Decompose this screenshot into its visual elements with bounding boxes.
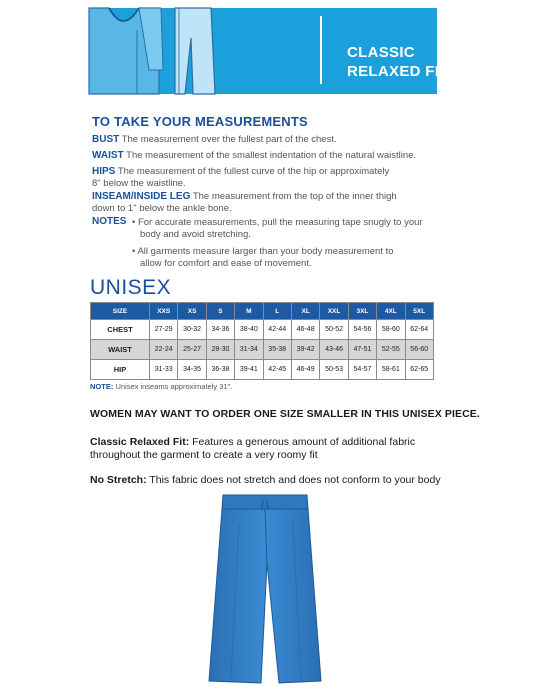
table-cell: 35-38 (263, 340, 291, 360)
size-header-cell: XXL (320, 303, 348, 320)
measurement-term: HIPS (92, 166, 116, 177)
table-cell: 31-33 (150, 360, 178, 380)
table-cell: 50-53 (320, 360, 348, 380)
table-cell: 28-30 (206, 340, 234, 360)
banner-divider (320, 16, 322, 84)
unisex-heading: UNISEX (90, 276, 172, 299)
size-header-cell: 5XL (405, 303, 433, 320)
inseam-note (90, 382, 232, 391)
table-cell: 46-48 (291, 320, 319, 340)
notes-label: NOTES (92, 216, 127, 227)
row-label: HIP (91, 360, 150, 380)
inseam-note-label: NOTE: (90, 382, 114, 391)
measurements-heading: TO TAKE YOUR MEASUREMENTS (92, 114, 308, 129)
table-cell: 42-45 (263, 360, 291, 380)
fit-banner (89, 8, 449, 94)
size-header-cell: 4XL (377, 303, 405, 320)
size-header-cell: S (206, 303, 234, 320)
banner-title-line1: CLASSIC (347, 44, 415, 61)
pants-product-image (195, 493, 335, 685)
table-cell: 30-32 (178, 320, 206, 340)
table-cell: 36-38 (206, 360, 234, 380)
table-cell: 56-60 (405, 340, 433, 360)
measurement-term: BUST (92, 134, 120, 145)
measurement-desc: The measurement from the top of the inner thigh (192, 191, 397, 202)
table-cell: 54-57 (348, 360, 376, 380)
table-cell: 42-44 (263, 320, 291, 340)
table-cell: 34-35 (178, 360, 206, 380)
table-cell: 39-42 (291, 340, 319, 360)
table-cell: 52-55 (377, 340, 405, 360)
table-cell: 46-49 (291, 360, 319, 380)
measurement-desc-cont: 8" below the waistline. (92, 178, 186, 189)
table-cell: 50-52 (320, 320, 348, 340)
table-cell: 43-46 (320, 340, 348, 360)
note-line: allow for comfort and ease of movement. (140, 258, 312, 269)
measurement-desc: The measurement of the fullest curve of the hip or approximately (117, 166, 390, 177)
table-cell: 31-34 (235, 340, 263, 360)
table-cell: 58-61 (377, 360, 405, 380)
row-label: CHEST (91, 320, 150, 340)
size-header-cell: XXS (150, 303, 178, 320)
note-item (132, 246, 442, 270)
table-cell: 54-56 (348, 320, 376, 340)
note-line: body and avoid stretching. (140, 229, 251, 240)
measurement-waist (92, 150, 442, 162)
stretch-description (90, 474, 450, 487)
women-sizing-note: WOMEN MAY WANT TO ORDER ONE SIZE SMALLER IN THIS UNISEX PIECE. (90, 408, 480, 420)
fit-text-line1: Features a generous amount of additional fabric (192, 436, 416, 448)
table-cell: 22-24 (150, 340, 178, 360)
stretch-text: This fabric does not stretch and does not conform to your body (149, 474, 441, 486)
note-line: • For accurate measurements, pull the measuring tape snugly to your (132, 217, 423, 228)
measurement-hips (92, 166, 442, 190)
table-cell: 34-36 (206, 320, 234, 340)
table-cell: 27-29 (150, 320, 178, 340)
row-label: WAIST (91, 340, 150, 360)
table-cell: 47-51 (348, 340, 376, 360)
table-cell: 58-60 (377, 320, 405, 340)
table-cell: 39-41 (235, 360, 263, 380)
table-row-hip (91, 360, 434, 380)
table-row-chest (91, 320, 434, 340)
measurement-desc: The measurement of the smallest indentation of the natural waistline. (126, 150, 417, 161)
garment-illustration (89, 8, 319, 94)
note-line: • All garments measure larger than your body measurement to (132, 246, 394, 257)
size-header-cell: XL (291, 303, 319, 320)
table-row-waist (91, 340, 434, 360)
size-header-cell: L (263, 303, 291, 320)
measurement-desc: The measurement over the fullest part of the chest. (121, 134, 337, 145)
fit-description (90, 436, 450, 462)
size-chart-table (90, 302, 434, 380)
inseam-note-text: Unisex inseams approximately 31". (115, 382, 233, 391)
measurement-inseam (92, 191, 442, 215)
banner-title (347, 43, 517, 81)
measurement-desc-cont: down to 1" below the ankle bone. (92, 203, 232, 214)
size-header-cell: SIZE (91, 303, 150, 320)
fit-text-line2: throughout the garment to create a very roomy fit (90, 449, 318, 461)
size-header-row (91, 303, 434, 320)
measurement-term: WAIST (92, 150, 124, 161)
size-header-cell: 3XL (348, 303, 376, 320)
size-header-cell: XS (178, 303, 206, 320)
stretch-term: No Stretch: (90, 474, 147, 486)
size-header-cell: M (235, 303, 263, 320)
measurement-term: INSEAM/INSIDE LEG (92, 191, 191, 202)
banner-title-line2: RELAXED FIT (347, 63, 449, 80)
measurement-bust (92, 134, 442, 146)
note-item (132, 217, 442, 241)
table-cell: 38-40 (235, 320, 263, 340)
table-cell: 62-65 (405, 360, 433, 380)
fit-term: Classic Relaxed Fit: (90, 436, 190, 448)
table-cell: 62-64 (405, 320, 433, 340)
table-cell: 25-27 (178, 340, 206, 360)
